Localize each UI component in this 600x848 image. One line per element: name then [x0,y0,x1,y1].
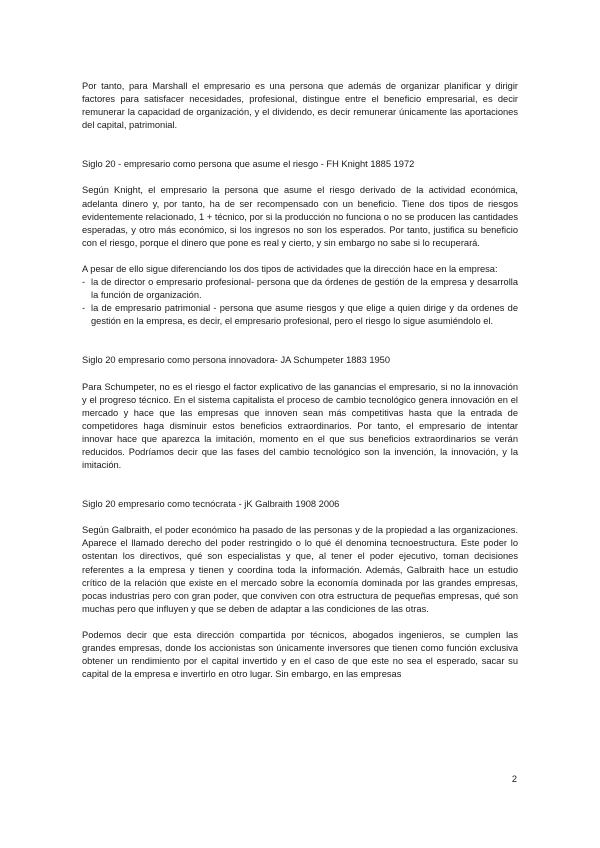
list-item: - la de director o empresario profesional- persona que da órdenes de gestión de la empresa y desarrolla la función de organización. [82,276,518,302]
knight-paragraph-1: Según Knight, el empresario la persona que asume el riesgo derivado de la actividad económica, adelanta dinero y, por tanto, ha de ser recompensado con un beneficio. Tiene dos tipos de riesgos evidentemente relacionado, 1 + técnico, por si la producción no funciona o no se producen las cantidades esperadas, y otro más económico, si los ingresos no son los esperados. Por tanto, justifica su beneficio con el riesgo, porque el dinero que pone es real y cierto, y sin embargo no sabe si lo recuperará. [82,185,518,248]
galbraith-paragraph-2: Podemos decir que esta dirección compartida por técnicos, abogados ingenieros, se cumplen las grandes empresas, donde los accionistas son únicamente inversores que tienen como función exclusiva obtener un rendimiento por el capital invertido y en el caso de que este no sea el esperado, sacar su capital de la empresa e invertirlo en otro lugar. Sin embargo, en las empresas [82,629,518,680]
knight-activity-list [82,276,518,328]
list-item: - la de empresario patrimonial - persona que asume riesgos y que elige a quien dirige y da ordenes de gestión en la empresa, es decir, el empresario profesional, pero el riesgo lo sigue asumiéndolo el. [82,302,518,328]
intro-paragraph: Por tanto, para Marshall el empresario es una persona que además de organizar planificar y dirigir factores para satisfacer necesidades, profesional, distingue entre el beneficio empresarial, es decir remunerar la capacidad de organización, y el dividendo, es decir remunerar únicamente las aportaciones del capital, patrimonial. [82,81,518,131]
section-heading-galbraith: Siglo 20 empresario como tecnócrata - jK Galbraith 1908 2006 [82,499,340,510]
galbraith-paragraph-1: Según Galbraith, el poder económico ha pasado de las personas y de la propiedad a las organizaciones. Aparece el llamado derecho del poder restringido o lo qué él denomina tecnoestructura. Este poder lo ostentan los directivos, qué son especialistas y que, al tener el poder ejecutivo, toman decisiones referentes a la empresa y tienen y coordina toda la información. Además, Galbraith hace un estudio crítico de la relación que existe en el mercado sobre la economía dominada por las grandes empresas, pocas industrias pero con gran poder, que conviven con otra estructura de pequeñas empresas, qué son muchas pero que influyen y que se deben de adaptar a las condiciones de las otras. [82,525,518,614]
page-number: 2 [511,774,517,784]
schumpeter-paragraph: Para Schumpeter, no es el riesgo el factor explicativo de las ganancias el empresario, si no la innovación y el progreso técnico. En el sistema capitalista el proceso de cambio tecnológico genera innovación en el mercado y hace que las empresas que innoven sean más competitivas hasta que la entrada de competidores haga disminuir estos beneficios extraordinarios. Por tanto, el empresario de intentar innovar hace que aparezca la imitación, momento en el que sus beneficios extraordinarios se verán reducidos. Podríamos decir que las fases del cambio tecnológico son la invención, la innovación, y la imitación. [82,381,518,471]
section-heading-schumpeter: Siglo 20 empresario como persona innovadora- JA Schumpeter 1883 1950 [82,355,391,366]
section-heading-knight: Siglo 20 - empresario como persona que asume el riesgo - FH Knight 1885 1972 [82,159,415,170]
knight-paragraph-2: A pesar de ello sigue diferenciando los dos tipos de actividades que la dirección hace en la empresa: [82,263,498,274]
